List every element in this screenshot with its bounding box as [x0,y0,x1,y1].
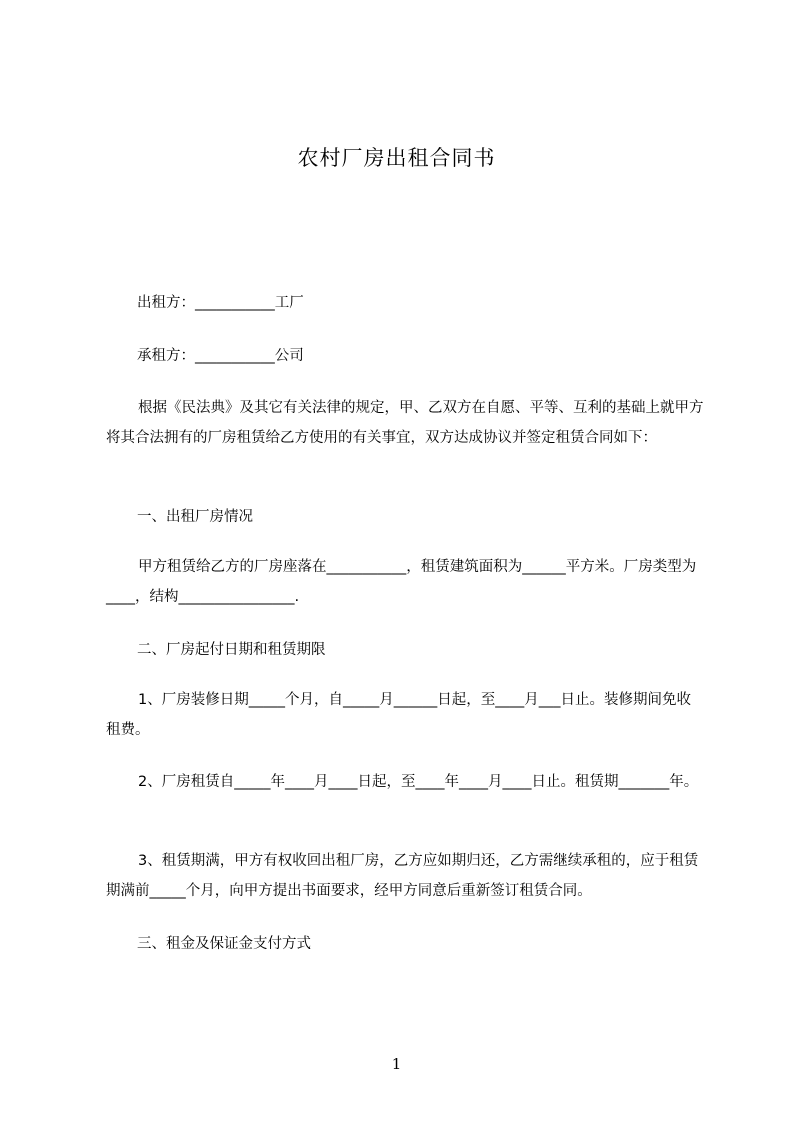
clause-2-paragraph: 2、厂房租赁自_____年____月____日起，至____年____月____日止。租赁期_______年。 [138,774,699,790]
clause-3-paragraph: 3、租赁期满，甲方有权收回出租厂房，乙方应如期归还，乙方需继续承租的，应于租赁期满前_____个月，向甲方提出书面要求，经甲方同意后重新签订租赁合同。 [106,853,699,899]
section-heading-2: 二、厂房起付日期和租赁期限 [137,642,326,658]
page-number: 1 [391,1055,402,1073]
section-heading-3: 三、租金及保证金支付方式 [137,936,311,952]
section1-paragraph: 甲方租赁给乙方的厂房座落在___________，租赁建筑面积为______平方米。厂房类型为____，结构________________. [106,559,697,605]
lessee-line: 承租方：___________公司 [137,348,304,364]
intro-paragraph: 根据《民法典》及其它有关法律的规定，甲、乙双方在自愿、平等、互利的基础上就甲方将其合法拥有的厂房租赁给乙方使用的有关事宜，双方达成协议并签定租赁合同如下： [106,400,704,446]
document-title: 农村厂房出租合同书 [297,146,496,170]
clause-1-paragraph: 1、厂房装修日期_____个月，自_____月______日起，至____月___日止。装修期间免收租费。 [106,692,691,738]
lessor-line: 出租方：___________工厂 [137,295,304,311]
section-heading-1: 一、出租厂房情况 [137,509,253,525]
